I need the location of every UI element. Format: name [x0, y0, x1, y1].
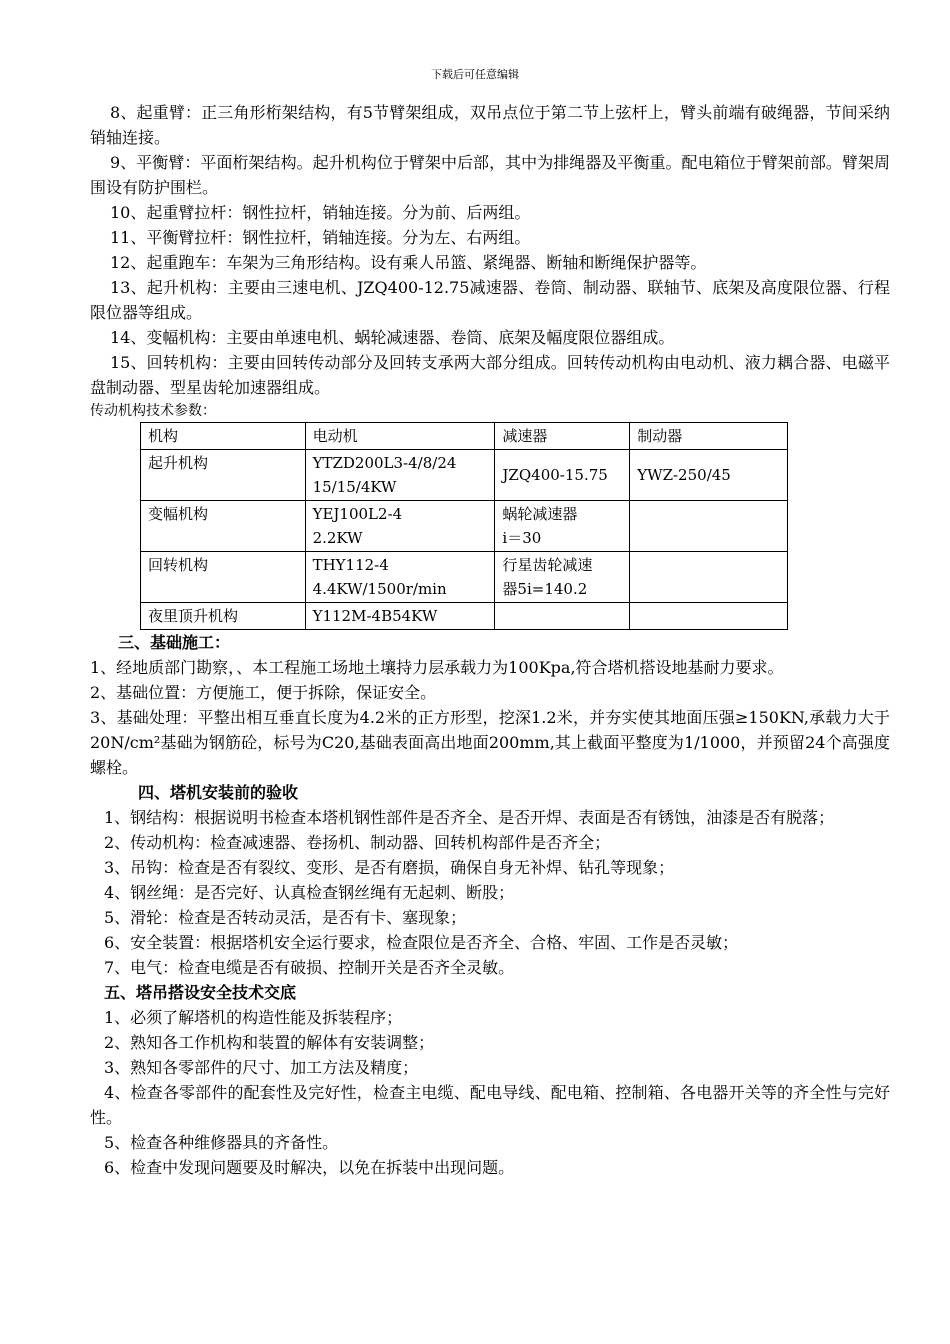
section-item: 7、电气：检查电缆是否有破损、控制开关是否齐全灵敏。 [104, 958, 515, 977]
document-body [90, 100, 890, 1180]
section-item: 2、传动机构：检查减速器、卷扬机、制动器、回转机构部件是否齐全； [104, 833, 611, 852]
table-cell: YWZ-250/45 [630, 450, 788, 501]
table-cell [630, 552, 788, 603]
component-item: 10、起重臂拉杆：钢性拉杆，销轴连接。分为前、后两组。 [110, 203, 531, 222]
section-item: 6、检查中发现问题要及时解决，以免在拆装中出现问题。 [104, 1158, 515, 1177]
component-item: 13、起升机构：主要由三速电机、JZQ400-12.75减速器、卷筒、制动器、联轴节、底架及高度限位器、行程限位器等组成。 [90, 278, 890, 322]
table-row [141, 603, 788, 630]
component-item: 14、变幅机构：主要由单速电机、蜗轮减速器、卷筒、底架及幅度限位器组成。 [110, 328, 675, 347]
table-cell [305, 501, 495, 552]
section-item: 3、基础处理：平整出相互垂直长度为4.2米的正方形型，挖深1.2米，并夯实使其地面压强≥150KN,承载力大于20N/cm²基础为钢筋砼，标号为C20,基础表面高出地面200mm,其上截面平整度为1/1000，并预留24个高强度螺栓。 [90, 708, 890, 777]
section-item: 1、钢结构：根据说明书检查本塔机钢性部件是否齐全、是否开焊、表面是否有锈蚀，油漆是否有脱落； [104, 808, 835, 827]
table-cell [495, 552, 630, 603]
component-item: 15、回转机构：主要由回转传动部分及回转支承两大部分组成。回转传动机构由电动机、液力耦合器、电磁平盘制动器、型星齿轮加速器组成。 [90, 353, 890, 397]
cell-line: 15/15/4KW [312, 478, 397, 496]
table-cell: Y112M-4B54KW [305, 603, 495, 630]
cell-line: YTZD200L3-4/8/24 [312, 454, 457, 472]
section-item: 5、检查各种维修器具的齐备性。 [104, 1133, 339, 1152]
table-cell: JZQ400-15.75 [495, 450, 630, 501]
section-heading: 五、塔吊搭设安全技术交底 [104, 983, 297, 1002]
page-header: 下载后可任意编辑 [431, 68, 519, 81]
cell-line: 器5i=140.2 [502, 580, 588, 598]
cell-line: YEJ100L2-4 [312, 505, 403, 523]
cell-line: 4.4KW/1500r/min [312, 580, 447, 598]
table-cell: 回转机构 [141, 552, 306, 603]
section-item: 5、滑轮：检查是否转动灵活，是否有卡、塞现象； [104, 908, 467, 927]
cell-line: i＝30 [502, 529, 542, 547]
section-item: 4、检查各零部件的配套性及完好性，检查主电缆、配电导线、配电箱、控制箱、各电器开关等的齐全性与完好性。 [90, 1083, 890, 1127]
component-item: 12、起重跑车：车架为三角形结构。设有乘人吊篮、紧绳器、断轴和断绳保护器等。 [110, 253, 707, 272]
table-cell [630, 501, 788, 552]
component-item: 8、起重臂：正三角形桁架结构，有5节臂架组成，双吊点位于第二节上弦杆上，臂头前端有破绳器，节间采纳销轴连接。 [90, 103, 890, 147]
section-item: 3、吊钩：检查是否有裂纹、变形、是否有磨损，确保自身无补焊、钻孔等现象； [104, 858, 675, 877]
table-cell [305, 450, 495, 501]
table-cell: 起升机构 [141, 450, 306, 501]
cell-line: THY112-4 [312, 556, 389, 574]
section-item: 2、基础位置：方便施工，便于拆除，保证安全。 [90, 683, 437, 702]
table-cell [495, 501, 630, 552]
cell-line: 行星齿轮减速 [502, 556, 593, 574]
table-row [141, 501, 788, 552]
table-header-row [141, 423, 788, 450]
table-caption: 传动机构技术参数： [90, 403, 216, 419]
table-row [141, 552, 788, 603]
component-item: 11、平衡臂拉杆：钢性拉杆，销轴连接。分为左、右两组。 [110, 228, 531, 247]
section-item: 2、熟知各工作机构和装置的解体有安装调整； [104, 1033, 435, 1052]
section-heading: 三、基础施工： [118, 633, 231, 652]
table-header-cell: 机构 [141, 423, 306, 450]
table-cell [305, 552, 495, 603]
section-item: 4、钢丝绳：是否完好、认真检查钢丝绳有无起刺、断股； [104, 883, 515, 902]
section-heading: 四、塔机安装前的验收 [138, 783, 299, 802]
section-item: 1、经地质部门勘察，、本工程施工场地土壤持力层承载力为100Kpa,符合塔机搭设地基耐力要求。 [90, 658, 784, 677]
section-item: 6、安全装置：根据塔机安全运行要求，检查限位是否齐全、合格、牢固、工作是否灵敏； [104, 933, 739, 952]
table-cell [630, 603, 788, 630]
cell-line: 蜗轮减速器 [502, 505, 578, 523]
cell-line: 2.2KW [312, 529, 363, 547]
section-item: 3、熟知各零部件的尺寸、加工方法及精度； [104, 1058, 419, 1077]
section-item: 1、必须了解塔机的构造性能及拆装程序； [104, 1008, 403, 1027]
component-item: 9、平衡臂：平面桁架结构。起升机构位于臂架中后部，其中为排绳器及平衡重。配电箱位于臂架前部。臂架周围设有防护围栏。 [90, 153, 890, 197]
table-cell: 变幅机构 [141, 501, 306, 552]
table-cell: 夜里顶升机构 [141, 603, 306, 630]
table-header-cell: 制动器 [630, 423, 788, 450]
parameter-table [140, 422, 788, 630]
table-header-cell: 减速器 [495, 423, 630, 450]
table-cell [495, 603, 630, 630]
table-header-cell: 电动机 [305, 423, 495, 450]
table-row [141, 450, 788, 501]
